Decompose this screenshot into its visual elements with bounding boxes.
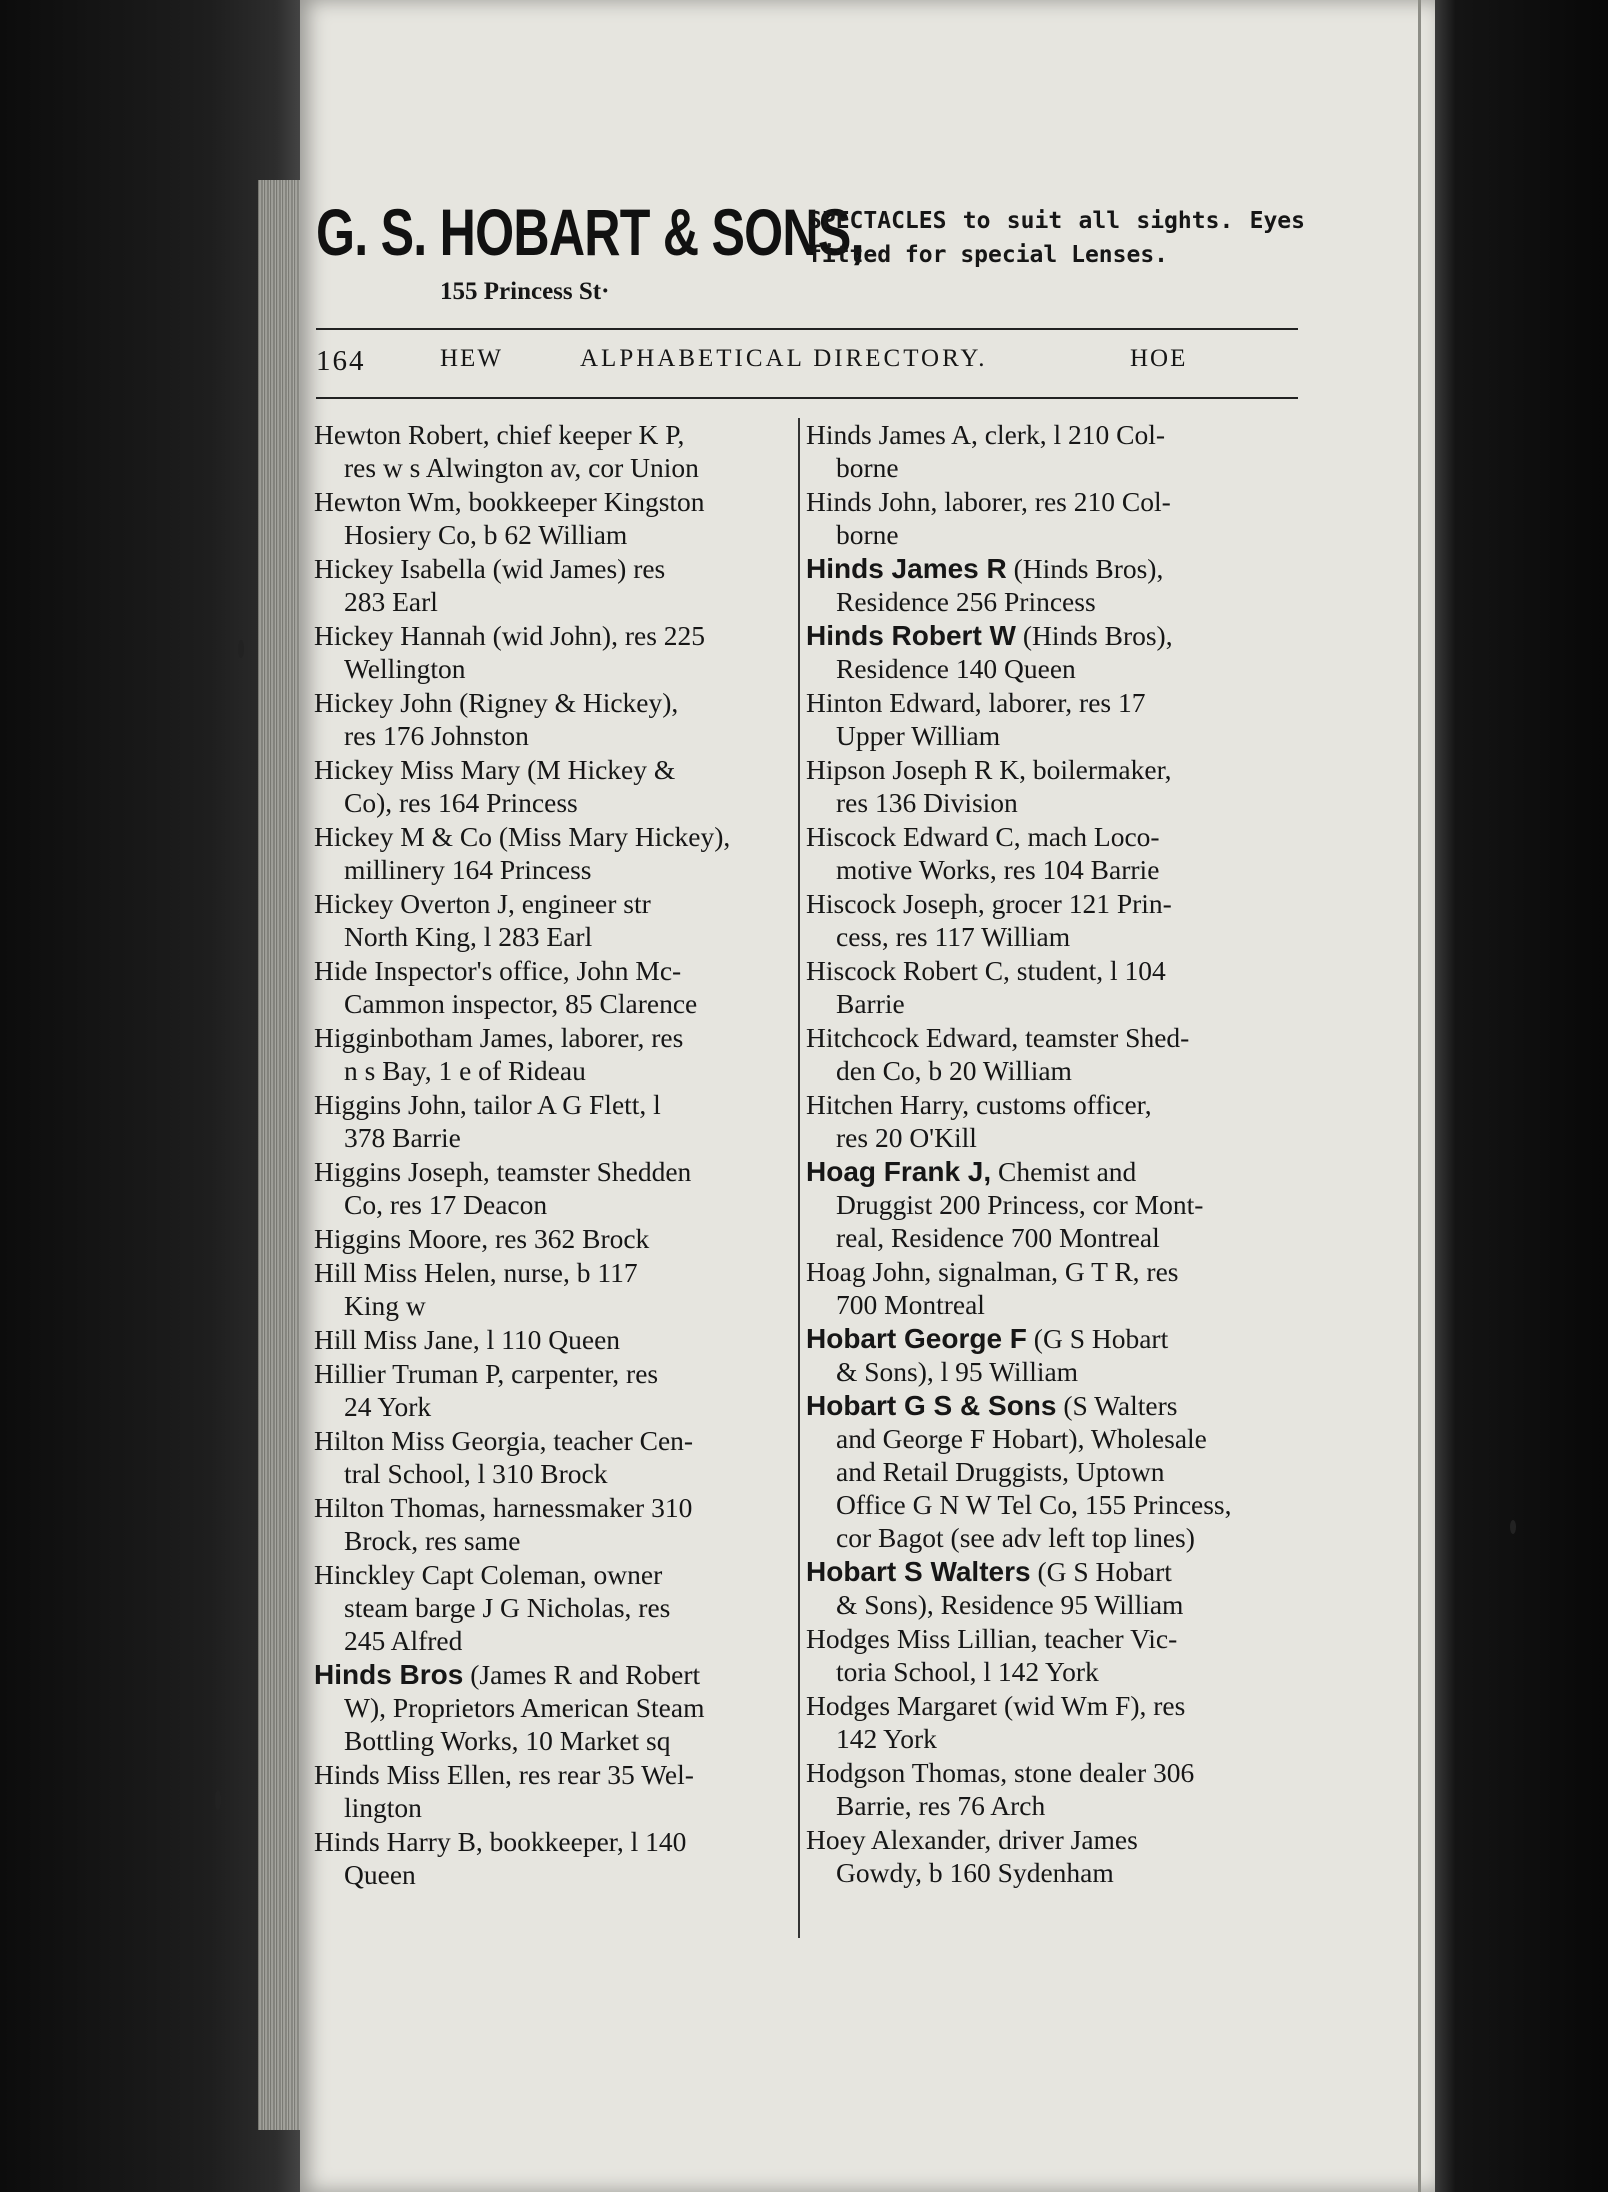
entry-text: Hinckley Capt Coleman, owner [314, 1559, 663, 1590]
directory-entry [806, 753, 1298, 819]
entry-line [806, 1155, 1298, 1188]
directory-entry [314, 1088, 797, 1154]
ink-speck [1510, 1520, 1516, 1534]
page-number: 164 [316, 345, 366, 377]
entry-text: Hipson Joseph R K, boilermaker, [806, 754, 1172, 785]
entry-continuation: Hosiery Co, b 62 William [344, 519, 628, 550]
entry-line [314, 887, 797, 920]
directory-entry [314, 686, 797, 752]
entry-continuation: Wellington [344, 653, 466, 684]
entry-text: Hickey Overton J, engineer str [314, 888, 651, 919]
directory-entry [314, 1323, 797, 1356]
entry-continuation: lington [344, 1792, 422, 1823]
entry-line [314, 1758, 797, 1791]
entry-continuation: Druggist 200 Princess, cor Mont- [836, 1189, 1204, 1220]
directory-entry [806, 485, 1298, 551]
entry-bold-name: Hobart George F [806, 1323, 1027, 1354]
entry-continuation: 378 Barrie [344, 1122, 461, 1153]
entry-text: Chemist and [991, 1156, 1137, 1187]
entry-line [806, 619, 1298, 652]
entry-text: Hill Miss Helen, nurse, b 117 [314, 1257, 638, 1288]
left-column [314, 418, 797, 1892]
entry-text: Higgins Moore, res 362 Brock [314, 1223, 650, 1254]
directory-entry [806, 1155, 1298, 1254]
entry-text: (G S Hobart [1026, 1323, 1169, 1354]
directory-entry [314, 820, 797, 886]
entry-line [806, 1756, 1298, 1789]
entry-text: Hiscock Joseph, grocer 121 Prin- [806, 888, 1172, 919]
entry-line [314, 753, 797, 786]
entry-line [314, 1357, 797, 1390]
entry-line [314, 954, 797, 987]
entry-text: Hitchcock Edward, teamster Shed- [806, 1022, 1190, 1053]
entry-bold-name: Hobart G S & Sons [806, 1390, 1057, 1421]
page-fold [1418, 0, 1421, 2192]
directory-entry [314, 1256, 797, 1322]
directory-entry [806, 552, 1298, 618]
entry-text: Hinds James A, clerk, l 210 Col- [806, 419, 1165, 450]
entry-text: (James R and Robert [463, 1659, 701, 1690]
entry-text: Higgins Joseph, teamster Shedden [314, 1156, 692, 1187]
entry-line [806, 1255, 1298, 1288]
entry-text: Higginbotham James, laborer, res [314, 1022, 684, 1053]
entry-line [806, 1322, 1298, 1355]
entry-text: Hiscock Robert C, student, l 104 [806, 955, 1166, 986]
advertisement [316, 188, 1305, 318]
entry-text: Hitchen Harry, customs officer, [806, 1089, 1152, 1120]
directory-entry [314, 552, 797, 618]
directory-entry [314, 1825, 797, 1891]
directory-entry [314, 1155, 797, 1221]
entry-continuation: Upper William [836, 720, 1001, 751]
entry-continuation: Co), res 164 Princess [344, 787, 578, 818]
directory-entry [806, 820, 1298, 886]
entry-continuation: real, Residence 700 Montreal [836, 1222, 1160, 1253]
entry-text: (Hinds Bros), [1006, 553, 1164, 584]
directory-entry [806, 887, 1298, 953]
entry-text: Hewton Robert, chief keeper K P, [314, 419, 685, 450]
entry-text: Hinton Edward, laborer, res 17 [806, 687, 1146, 718]
directory-entry [314, 1357, 797, 1423]
entry-continuation: millinery 164 Princess [344, 854, 592, 885]
entry-line [806, 954, 1298, 987]
entry-continuation: and George F Hobart), Wholesale [836, 1423, 1207, 1454]
entry-line [806, 485, 1298, 518]
entry-line [806, 1555, 1298, 1588]
entry-line [314, 1021, 797, 1054]
directory-entry [806, 686, 1298, 752]
entry-line [806, 552, 1298, 585]
running-head-first-word: HEW [440, 345, 503, 372]
entry-line [314, 1491, 797, 1524]
entry-text: Hickey Isabella (wid James) res [314, 553, 666, 584]
ink-speck [215, 1790, 221, 1810]
entry-text: Hill Miss Jane, l 110 Queen [314, 1324, 621, 1355]
entry-line [314, 1323, 797, 1356]
entry-text: Hinds John, laborer, res 210 Col- [806, 486, 1171, 517]
entry-continuation: steam barge J G Nicholas, res [344, 1592, 671, 1623]
entry-line [806, 1389, 1298, 1422]
entry-line [806, 1689, 1298, 1722]
directory-entry [806, 1756, 1298, 1822]
entry-line [806, 1088, 1298, 1121]
directory-entry [314, 1658, 797, 1757]
entry-continuation: motive Works, res 104 Barrie [836, 854, 1160, 885]
entry-continuation: W), Proprietors American Steam [344, 1692, 705, 1723]
directory-entry [806, 1555, 1298, 1621]
entry-line [314, 418, 797, 451]
directory-entry [314, 485, 797, 551]
entry-continuation: Co, res 17 Deacon [344, 1189, 548, 1220]
entry-line [806, 418, 1298, 451]
entry-bold-name: Hinds Bros [314, 1659, 464, 1690]
entry-line [314, 820, 797, 853]
entry-text: Hinds Miss Ellen, res rear 35 Wel- [314, 1759, 694, 1790]
entry-continuation: den Co, b 20 William [836, 1055, 1072, 1086]
entry-text: Hillier Truman P, carpenter, res [314, 1358, 659, 1389]
entry-continuation: cess, res 117 William [836, 921, 1071, 952]
entry-continuation: North King, l 283 Earl [344, 921, 593, 952]
entry-text: Hoag John, signalman, G T R, res [806, 1256, 1179, 1287]
entry-line [806, 887, 1298, 920]
running-head-last-word: HOE [1130, 345, 1188, 372]
page-stack [258, 180, 304, 2130]
entry-line [314, 1256, 797, 1289]
entry-bold-name: Hobart S Walters [806, 1556, 1031, 1587]
entry-bold-name: Hinds Robert W [806, 620, 1016, 651]
directory-entry [314, 1491, 797, 1557]
entry-continuation: res 176 Johnston [344, 720, 529, 751]
right-page-edge [1435, 0, 1608, 2192]
entry-continuation: King w [344, 1290, 426, 1321]
directory-entry [806, 954, 1298, 1020]
directory-entry [806, 1389, 1298, 1554]
header-rule-bottom [316, 397, 1298, 399]
entry-continuation: 24 York [344, 1391, 432, 1422]
directory-entry [314, 954, 797, 1020]
entry-text: Hickey John (Rigney & Hickey), [314, 687, 679, 718]
entry-text: Hiscock Edward C, mach Loco- [806, 821, 1160, 852]
entry-line [806, 1021, 1298, 1054]
right-column [806, 418, 1298, 1890]
entry-line [314, 1424, 797, 1457]
entry-line [314, 1222, 797, 1255]
entry-line [314, 1155, 797, 1188]
directory-entry [806, 1255, 1298, 1321]
entry-continuation: 283 Earl [344, 586, 438, 617]
entry-continuation: Brock, res same [344, 1525, 521, 1556]
entry-continuation: Barrie [836, 988, 905, 1019]
directory-entry [314, 1758, 797, 1824]
entry-text: Hodges Miss Lillian, teacher Vic- [806, 1623, 1178, 1654]
entry-continuation: & Sons), Residence 95 William [836, 1589, 1184, 1620]
entry-continuation: Barrie, res 76 Arch [836, 1790, 1046, 1821]
directory-entry [806, 418, 1298, 484]
directory-entry [314, 887, 797, 953]
entry-continuation: Residence 140 Queen [836, 653, 1076, 684]
entry-continuation: Gowdy, b 160 Sydenham [836, 1857, 1114, 1888]
advertiser-name: G. S. HOBART & SONS, [316, 195, 864, 269]
advertiser-address: 155 Princess St· [440, 278, 610, 305]
directory-entry [314, 1222, 797, 1255]
entry-text: Hodgson Thomas, stone dealer 306 [806, 1757, 1195, 1788]
directory-entry [806, 1088, 1298, 1154]
entry-continuation: res 136 Division [836, 787, 1018, 818]
entry-text: Hewton Wm, bookkeeper Kingston [314, 486, 705, 517]
entry-bold-name: Hoag Frank J, [806, 1156, 992, 1187]
entry-continuation: & Sons), l 95 William [836, 1356, 1079, 1387]
entry-continuation: Bottling Works, 10 Market sq [344, 1725, 671, 1756]
entry-text: (Hinds Bros), [1016, 620, 1173, 651]
entry-continuation: Cammon inspector, 85 Clarence [344, 988, 698, 1019]
directory-entry [314, 753, 797, 819]
entry-text: Higgins John, tailor A G Flett, l [314, 1089, 661, 1120]
left-page-edge [0, 0, 300, 2192]
entry-continuation: borne [836, 452, 899, 483]
entry-text: (S Walters [1056, 1390, 1178, 1421]
entry-text: Hilton Thomas, harnessmaker 310 [314, 1492, 693, 1523]
entry-line [806, 1823, 1298, 1856]
directory-entry [806, 619, 1298, 685]
entry-text: (G S Hobart [1030, 1556, 1172, 1587]
entry-text: Hilton Miss Georgia, teacher Cen- [314, 1425, 694, 1456]
directory-entry [314, 1424, 797, 1490]
running-head-title: ALPHABETICAL DIRECTORY. [580, 345, 988, 372]
entry-text: Hickey Hannah (wid John), res 225 [314, 620, 706, 651]
directory-entry [314, 1021, 797, 1087]
directory-entry [806, 1322, 1298, 1388]
advertiser-tagline: SPECTACLES to suit all sights. Eyes fitted for special Lenses. [808, 208, 1305, 268]
entry-continuation: toria School, l 142 York [836, 1656, 1099, 1687]
directory-entry [806, 1823, 1298, 1889]
entry-text: Hickey Miss Mary (M Hickey & [314, 754, 676, 785]
entry-continuation: res w s Alwington av, cor Union [344, 452, 699, 483]
entry-line [806, 753, 1298, 786]
entry-line [314, 552, 797, 585]
entry-text: Hinds Harry B, bookkeeper, l 140 [314, 1826, 687, 1857]
entry-continuation: Residence 256 Princess [836, 586, 1096, 617]
column-divider [798, 418, 800, 1938]
entry-continuation: 245 Alfred [344, 1625, 463, 1656]
entry-continuation: res 20 O'Kill [836, 1122, 977, 1153]
entry-continuation: n s Bay, 1 e of Rideau [344, 1055, 586, 1086]
entry-continuation: Office G N W Tel Co, 155 Princess, [836, 1489, 1232, 1520]
entry-continuation: 700 Montreal [836, 1289, 985, 1320]
entry-line [314, 485, 797, 518]
entry-line [314, 1825, 797, 1858]
directory-entry [314, 418, 797, 484]
entry-continuation: cor Bagot (see adv left top lines) [836, 1522, 1195, 1553]
running-head [316, 345, 1298, 385]
header-rule-top [316, 328, 1298, 330]
entry-text: Hodges Margaret (wid Wm F), res [806, 1690, 1186, 1721]
entry-continuation: borne [836, 519, 899, 550]
entry-line [314, 686, 797, 719]
entry-line [314, 1658, 797, 1691]
directory-entry [314, 619, 797, 685]
entry-bold-name: Hinds James R [806, 553, 1007, 584]
entry-line [314, 1088, 797, 1121]
entry-continuation: and Retail Druggists, Uptown [836, 1456, 1165, 1487]
directory-entry [806, 1622, 1298, 1688]
entry-line [314, 1558, 797, 1591]
ink-speck [238, 640, 244, 658]
entry-text: Hoey Alexander, driver James [806, 1824, 1138, 1855]
directory-entry [314, 1558, 797, 1657]
entry-line [806, 820, 1298, 853]
entry-line [314, 619, 797, 652]
entry-continuation: Queen [344, 1859, 416, 1890]
entry-text: Hickey M & Co (Miss Mary Hickey), [314, 821, 731, 852]
entry-line [806, 686, 1298, 719]
entry-continuation: tral School, l 310 Brock [344, 1458, 608, 1489]
entry-continuation: 142 York [836, 1723, 937, 1754]
entry-line [806, 1622, 1298, 1655]
directory-entry [806, 1021, 1298, 1087]
directory-entry [806, 1689, 1298, 1755]
entry-text: Hide Inspector's office, John Mc- [314, 955, 682, 986]
